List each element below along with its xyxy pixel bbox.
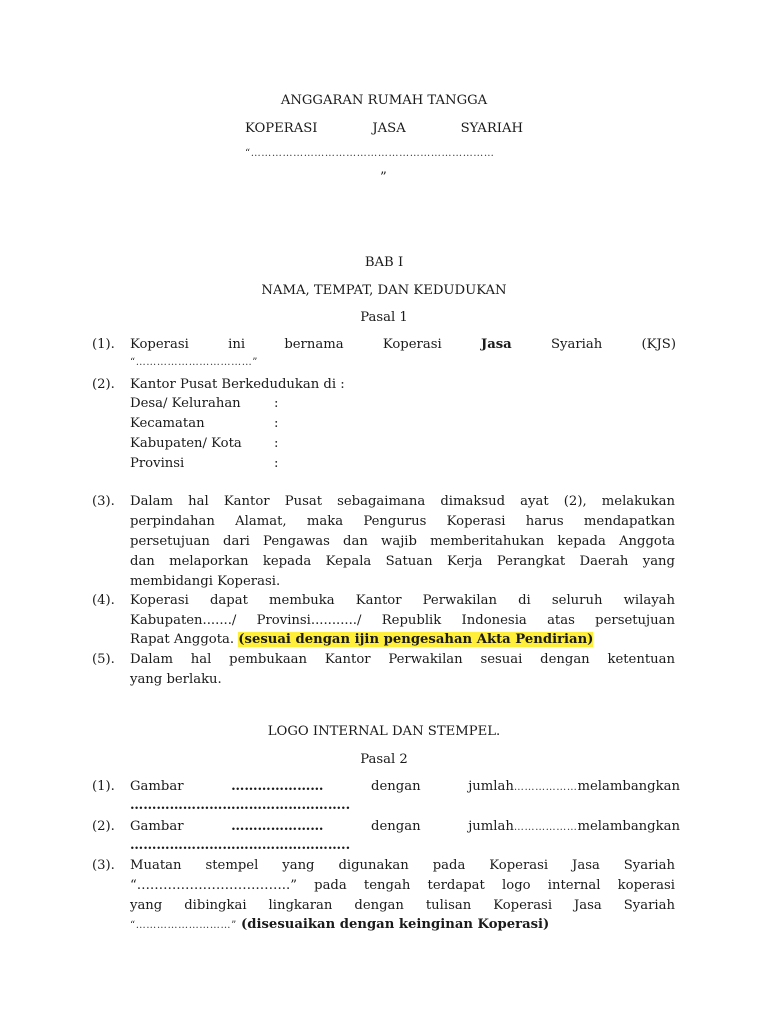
clause-text-line: membidangi Koperasi. <box>130 574 281 589</box>
clause-word: Gambar <box>130 819 184 834</box>
clause-word: Koperasi <box>130 337 189 352</box>
section-heading: LOGO INTERNAL DAN STEMPEL. <box>267 724 501 739</box>
clause-word: Koperasi <box>382 337 442 352</box>
clause-word: dengan <box>371 779 421 794</box>
article-label: Pasal 2 <box>360 752 408 767</box>
clause-text-line: Dalam hal pembukaan Kantor Perwakilan sesuai dengan ketentuan <box>130 652 675 667</box>
clause-text-line <box>130 917 549 932</box>
subtitle-word: JASA <box>372 121 406 136</box>
address-field-label: Kecamatan <box>130 416 205 431</box>
clause-note: (disesuaikan dengan keinginan Koperasi) <box>241 917 550 932</box>
clause-text-line: perpindahan Alamat, maka Pengurus Koperasi harus mendapatkan <box>130 514 675 529</box>
clause-number: (3). <box>92 494 115 509</box>
blank-dots: ………………… <box>231 779 324 794</box>
clause-text-line: Kabupaten......./ Provinsi.........../ Republik Indonesia atas persetujuan <box>130 613 675 628</box>
blank-dots-line: ………………………………………….. <box>130 838 351 853</box>
blank-dots: “………………………” <box>130 920 237 931</box>
clause-word: Syariah <box>551 337 603 352</box>
clause-text-line: dan melaporkan kepada Kepala Satuan Kerja Perangkat Daerah yang <box>130 554 675 569</box>
clause-text-line: Muatan stempel yang digunakan pada Koperasi Jasa Syariah <box>130 858 675 873</box>
address-field-colon: : <box>274 456 279 471</box>
clause-text-line: “……………………………” <box>130 357 259 368</box>
name-placeholder-open: “…………………………………………………………… <box>245 148 495 159</box>
clause-text-line: persetujuan dari Pengawas dan wajib memberitahukan kepada Anggota <box>130 534 675 549</box>
clause-word: ini <box>228 337 246 352</box>
clause-text-line: yang dibingkai lingkaran dengan tulisan Koperasi Jasa Syariah <box>130 898 675 913</box>
document-subtitle <box>245 121 523 136</box>
clause-text-line: yang berlaku. <box>130 672 222 687</box>
blank-dots: ………………… <box>231 819 324 834</box>
clause-word: bernama <box>284 337 344 352</box>
clause-word: (KJS) <box>641 337 676 352</box>
highlighted-note: (sesuai dengan ijin pengesahan Akta Pendirian) <box>238 632 594 647</box>
clause-text-line: Kantor Pusat Berkedudukan di : <box>130 377 345 392</box>
clause-number: (4). <box>92 593 115 608</box>
address-field-label: Provinsi <box>130 456 185 471</box>
clause-number: (2). <box>92 819 115 834</box>
document-title: ANGGARAN RUMAH TANGGA <box>280 93 488 108</box>
clause-text-line: “……………………………..” pada tengah terdapat logo internal koperasi <box>130 878 675 893</box>
clause-word: Jasa <box>480 337 512 352</box>
address-field-colon: : <box>274 436 279 451</box>
address-field-colon: : <box>274 416 279 431</box>
address-field-colon: : <box>274 396 279 411</box>
article-label: Pasal 1 <box>360 310 408 325</box>
clause-word: jumlah………………melambangkan <box>468 819 680 834</box>
clause-text-line <box>130 337 676 352</box>
clause-word: jumlah………………melambangkan <box>468 779 680 794</box>
subtitle-word: KOPERASI <box>245 121 318 136</box>
chapter-label: BAB I <box>364 255 404 270</box>
name-placeholder-close: ” <box>380 170 387 185</box>
clause-text-line <box>130 632 593 647</box>
clause-text-line: Koperasi dapat membuka Kantor Perwakilan di seluruh wilayah <box>130 593 675 608</box>
clause-number: (1). <box>92 779 115 794</box>
clause-number: (5). <box>92 652 115 667</box>
clause-word: dengan <box>371 819 421 834</box>
address-field-label: Kabupaten/ Kota <box>130 436 242 451</box>
clause-number: (3). <box>92 858 115 873</box>
address-field-label: Desa/ Kelurahan <box>130 396 241 411</box>
clause-word: Gambar <box>130 779 184 794</box>
clause-text: Rapat Anggota. <box>130 632 235 647</box>
chapter-heading: NAMA, TEMPAT, DAN KEDUDUKAN <box>261 283 507 298</box>
clause-text-line: Dalam hal Kantor Pusat sebagaimana dimaksud ayat (2), melakukan <box>130 494 675 509</box>
clause-number: (2). <box>92 377 115 392</box>
clause-text-line <box>130 819 680 834</box>
clause-number: (1). <box>92 337 115 352</box>
blank-dots-line: ………………………………………….. <box>130 798 351 813</box>
subtitle-word: SYARIAH <box>460 121 523 136</box>
clause-text-line <box>130 779 680 794</box>
